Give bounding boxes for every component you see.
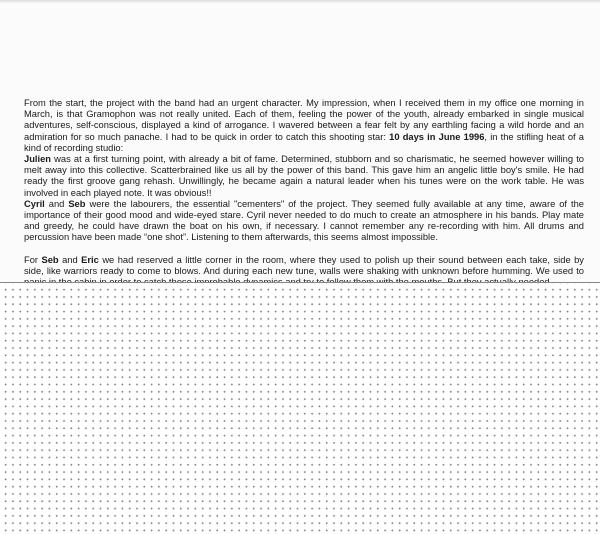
conjunction-2: and xyxy=(58,254,82,265)
liner-notes-text xyxy=(24,98,584,288)
seb-eric-text: we had reserved a little corner in the room, where they used to polish up their sound between each take, side by side, like warriors ready to come to blows. And during each new tune, walls were shaking with unknown before humming. We used to xyxy=(24,254,584,276)
name-julien: Julien xyxy=(24,154,52,165)
cyril-seb-text: were the labourers, the essential "cementers" of the project. They seemed fully available at any time, aware of the importance of their good mood and wide-eyed stare. Cyril never needed to do much to create an atmosphere in his bands. Play mate and greedy, he could have drawn the boat on his own, if necessary. I cannot remember any re-recording with him. All drums and percussion have been made “one shot”. Listening to them afterwards, this seems almost impossible. xyxy=(24,198,584,243)
for-word: For xyxy=(24,254,42,265)
name-seb: Seb xyxy=(68,198,86,209)
paragraph-julien xyxy=(24,154,584,199)
scan-edge xyxy=(0,0,600,3)
name-seb-2: Seb xyxy=(41,254,59,265)
paragraph-intro xyxy=(24,98,584,154)
name-cyril: Cyril xyxy=(24,198,45,209)
julien-text: was at a first turning point, with already a bit of fame. Determined, stubborn and so charismatic, he seemed however willing to melt away into this collective. Scatterbrained like us all by the power of this band. This gave him an angelic little boy's smile. He had ready the first groove gang rehash. Unwillingly, he became again a natural leader when his tunes were on the work table. He was involved in each played note. It was obvious!! xyxy=(24,154,584,198)
conjunction: and xyxy=(44,198,69,209)
name-eric: Eric xyxy=(81,254,99,265)
halftone-dot-pattern xyxy=(0,282,600,534)
intro-text: From the start, the project with the band had an urgent character. My impression, when I received them in my office one morning in March, is that Gramophon was not really united. Each of them, feeling the power of the youth, already embarked in single musical adventures, self-conscious, displayed a kind of arrogance. I wavered between a fear felt by any earthling facing a wild horde and an admiration for so much panache. I had to be quick in order to catch this shooting star: xyxy=(24,98,584,142)
paragraph-cyril-seb xyxy=(24,199,584,244)
recording-date: 10 days in June 1996 xyxy=(389,131,485,142)
intro-outro-text: , in the stifling heat of a kind of recording studio: xyxy=(24,131,584,153)
